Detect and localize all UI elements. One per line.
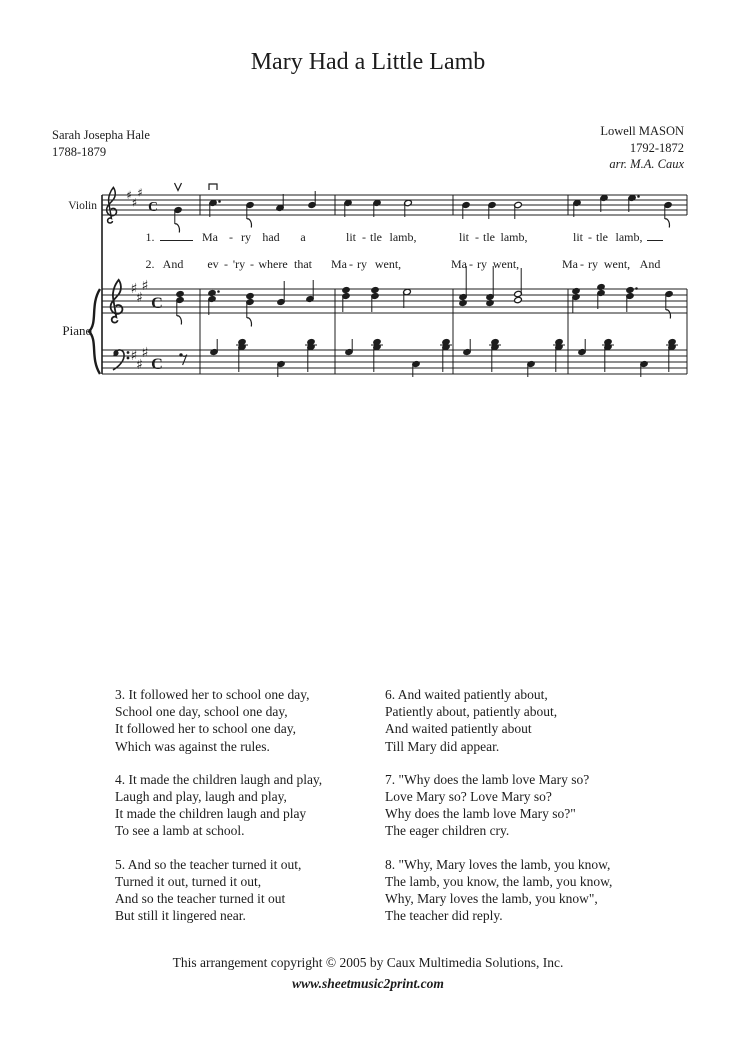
violin-note	[600, 194, 608, 201]
lyric-extender-line	[160, 230, 193, 241]
lyric-syllable: lit	[572, 230, 584, 244]
verse-line: Love Mary so? Love Mary so?	[385, 789, 552, 805]
treble-clef-icon	[107, 187, 117, 223]
piano-bass-note	[277, 360, 285, 367]
violin-note	[174, 206, 182, 213]
verse-line: 3. It followed her to school one day,	[115, 687, 310, 702]
lyric-syllable: Ma	[331, 257, 347, 271]
piano-part-label: Piano	[62, 323, 92, 338]
piano-treble-note	[176, 290, 184, 297]
lyric-syllable: tle	[483, 230, 495, 244]
piano-bass-note	[442, 338, 450, 345]
piano-treble-note	[486, 293, 494, 300]
key-signature-sharp: ♯	[126, 188, 132, 202]
violin-note	[514, 201, 522, 208]
bass-clef-icon	[113, 350, 118, 355]
lyric-syllable: -	[362, 230, 366, 244]
piano-bass-note	[578, 348, 586, 355]
verse-text	[385, 771, 685, 840]
piano-treble-note	[626, 292, 634, 299]
lyric-syllable: -	[229, 230, 233, 244]
lyric-syllable: -	[224, 257, 228, 271]
lyricist-dates: 1788-1879	[52, 144, 107, 159]
lyric-syllable: lamb,	[389, 230, 417, 244]
violin-part-label: Violin	[68, 200, 97, 212]
piano-treble-note	[342, 286, 350, 293]
lyric-syllable: Ma	[451, 257, 467, 271]
treble-clef-icon	[111, 280, 123, 323]
bass-clef-icon	[113, 350, 124, 370]
verse-line: And so the teacher turned it out	[115, 891, 286, 907]
piano-treble-note	[597, 289, 605, 296]
lyric-syllable: went,	[492, 257, 520, 271]
lyric-syllable: where	[258, 257, 288, 271]
lyric-syllable: ry	[357, 257, 367, 271]
verse-line: Turned it out, turned it out,	[115, 873, 262, 889]
piano-bass-note	[640, 360, 648, 367]
lyric-syllable: And	[639, 257, 661, 271]
violin-note	[344, 199, 352, 206]
verse-line: 8. "Why, Mary loves the lamb, you know,	[385, 856, 611, 872]
violin-note	[404, 199, 412, 206]
piano-treble-note	[514, 296, 522, 303]
piano-bass-note	[373, 338, 381, 345]
piano-treble-note	[459, 299, 467, 306]
piano-bass-note	[463, 348, 471, 355]
piano-treble-note	[177, 316, 182, 325]
piano-bass-note	[604, 338, 612, 345]
verse-line: It followed her to school one day,	[115, 721, 296, 737]
copyright-line: This arrangement copyright © 2005 by Caux Multimedia Solutions, Inc.	[172, 955, 564, 970]
lyric-syllable: lamb,	[500, 230, 528, 244]
arranger-credit: arr. M.A. Caux	[609, 157, 684, 171]
lyric-extender-line	[647, 230, 663, 241]
verse-line: Why does the lamb love Mary so?"	[385, 806, 576, 822]
time-signature: C	[148, 199, 158, 214]
key-signature-sharp: ♯	[130, 281, 138, 297]
lyric-syllable: lit	[458, 230, 470, 244]
up-bow-icon	[175, 183, 182, 191]
key-signature-sharp: ♯	[141, 345, 149, 361]
lyric-syllable: lit	[345, 230, 357, 244]
verse-text	[115, 771, 385, 840]
piano-bass-note	[604, 343, 612, 350]
lyric-syllable: that	[294, 257, 312, 271]
down-bow-icon	[209, 184, 217, 190]
piano-bass-note	[491, 338, 499, 345]
verse-line: It made the children laugh and play	[115, 806, 307, 822]
piano-treble-note	[626, 286, 634, 293]
piano-treble-note	[208, 295, 216, 302]
piano-treble-note	[572, 293, 580, 300]
verse-line: The eager children cry.	[385, 823, 510, 839]
lyricist-name: Sarah Josepha Hale	[52, 128, 150, 142]
verse-text	[385, 686, 685, 755]
bass-clef-icon	[127, 357, 130, 360]
piano-treble-note	[277, 298, 285, 305]
lyric-syllable: ry	[477, 257, 487, 271]
piano-treble-note	[247, 318, 252, 327]
verse-line: And waited patiently about	[385, 721, 532, 737]
violin-note	[218, 200, 221, 203]
lyric-syllable: tle	[596, 230, 608, 244]
verse-line: Which was against the rules.	[115, 738, 270, 754]
verse-line: Why, Mary loves the lamb, you know",	[385, 891, 598, 907]
key-signature-sharp: ♯	[130, 348, 138, 364]
piano-treble-note	[208, 289, 216, 296]
lyric-syllable: -	[250, 257, 254, 271]
piano-bass-note	[555, 338, 563, 345]
piano-treble-note	[342, 292, 350, 299]
piano-treble-note	[459, 293, 467, 300]
piano-treble-note	[176, 296, 184, 303]
website-link: www.sheetmusic2print.com	[292, 976, 444, 991]
piano-bass-note	[555, 343, 563, 350]
lyric-syllable: -	[588, 230, 592, 244]
piano-treble-note	[371, 286, 379, 293]
piano-treble-note	[572, 287, 580, 294]
lyric-syllable: -	[475, 230, 479, 244]
piano-bass-note	[412, 360, 420, 367]
key-signature-sharp: ♯	[136, 290, 143, 306]
eighth-rest-icon	[179, 353, 182, 356]
lyrics-verse1-line	[0, 230, 736, 246]
bass-clef-icon	[127, 351, 130, 354]
violin-note	[664, 201, 672, 208]
lyric-syllable: ry	[241, 230, 251, 244]
key-signature-sharp: ♯	[137, 185, 143, 200]
piano-treble-note	[665, 290, 673, 297]
violin-note	[488, 201, 496, 208]
violin-note	[373, 199, 381, 206]
verses-column-left	[115, 686, 385, 940]
verse-line: The teacher did reply.	[385, 908, 503, 924]
piano-treble-note	[635, 287, 638, 290]
piano-bass-note	[442, 343, 450, 350]
piano-bass-note	[668, 338, 676, 345]
violin-note	[247, 219, 252, 228]
key-signature-sharp: ♯	[131, 195, 138, 210]
lyrics-verse2-line	[0, 257, 736, 273]
composer-dates: 1792-1872	[629, 140, 684, 155]
time-signature: C	[151, 355, 163, 374]
lyric-syllable: 2.	[145, 257, 155, 271]
piano-bass-note	[668, 343, 676, 350]
lyric-syllable: had	[262, 230, 280, 244]
piano-bass-note	[307, 338, 315, 345]
verse-line: School one day, school one day,	[115, 704, 288, 720]
verse-line: The lamb, you know, the lamb, you know,	[385, 873, 613, 889]
violin-note	[209, 199, 217, 206]
verse-text	[115, 856, 385, 925]
piano-bass-note	[238, 343, 246, 350]
piano-treble-note	[666, 310, 671, 319]
lyric-syllable: Ma	[562, 257, 578, 271]
eighth-rest-icon	[183, 355, 187, 365]
piano-treble-note	[217, 290, 220, 293]
lyric-syllable: went,	[374, 257, 402, 271]
violin-note	[637, 195, 640, 198]
lyric-syllable: a	[300, 230, 306, 244]
composer-credit	[600, 123, 684, 173]
lyric-syllable: went,	[603, 257, 631, 271]
lyric-syllable: lamb,	[615, 230, 643, 244]
piano-treble-note	[403, 288, 411, 295]
verses-column-right	[385, 686, 685, 940]
verse-line: 5. And so the teacher turned it out,	[115, 856, 302, 872]
violin-note	[276, 204, 284, 211]
piece-title: Mary Had a Little Lamb	[250, 49, 486, 75]
lyric-syllable: -	[580, 257, 584, 271]
verse-line: But still it lingered near.	[115, 908, 246, 924]
composer-name: Lowell MASON	[600, 124, 684, 138]
piano-bass-note	[345, 348, 353, 355]
verse-line: 6. And waited patiently about,	[385, 687, 548, 702]
lyricist-credit	[52, 127, 150, 160]
verse-line: Patiently about, patiently about,	[385, 704, 558, 720]
verse-line: 4. It made the children laugh and play,	[115, 771, 323, 787]
piano-treble-note	[486, 299, 494, 306]
piano-bass-note	[307, 343, 315, 350]
violin-note	[628, 194, 636, 201]
verse-line: Till Mary did appear.	[385, 738, 500, 754]
verse-line: Laugh and play, laugh and play,	[115, 789, 287, 805]
piano-bass-note	[373, 343, 381, 350]
piano-bass-note	[491, 343, 499, 350]
lyric-syllable: -	[349, 257, 353, 271]
violin-note	[246, 201, 254, 208]
piano-treble-note	[597, 283, 605, 290]
piano-treble-note	[514, 290, 522, 297]
piano-bass-note	[210, 348, 218, 355]
lyric-syllable: Ma	[202, 230, 218, 244]
lyric-syllable: And	[162, 257, 184, 271]
verses-block	[115, 686, 685, 940]
lyric-syllable: tle	[370, 230, 382, 244]
verse-line: 7. "Why does the lamb love Mary so?	[385, 771, 590, 787]
lyric-syllable: -	[469, 257, 473, 271]
lyric-syllable: ev	[207, 257, 219, 271]
piano-treble-note	[306, 295, 314, 302]
violin-note	[573, 199, 581, 206]
lyric-syllable: 1.	[145, 230, 155, 244]
violin-note	[462, 201, 470, 208]
violin-note	[665, 219, 670, 228]
verse-line: To see a lamb at school.	[115, 823, 245, 839]
lyric-syllable: ry	[588, 257, 598, 271]
lyric-syllable: 'ry	[232, 257, 246, 271]
violin-note	[308, 201, 316, 208]
verse-text	[385, 856, 685, 925]
piano-treble-note	[246, 292, 254, 299]
piano-bass-note	[527, 360, 535, 367]
piano-treble-note	[371, 292, 379, 299]
time-signature: C	[151, 294, 163, 313]
piano-treble-note	[246, 298, 254, 305]
verse-text	[115, 686, 385, 755]
key-signature-sharp: ♯	[141, 278, 149, 294]
piano-bass-note	[238, 338, 246, 345]
key-signature-sharp: ♯	[136, 357, 143, 373]
